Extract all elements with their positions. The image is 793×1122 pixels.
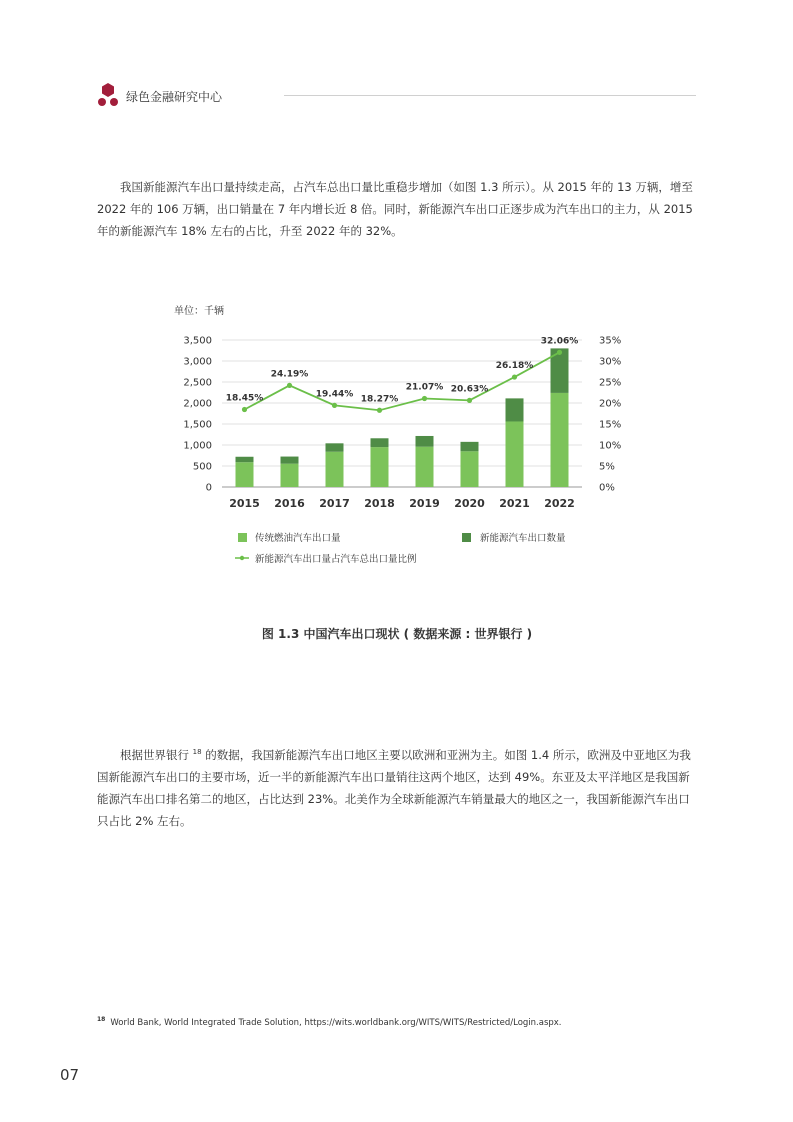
- right-tick-label: 10%: [599, 440, 622, 452]
- bar-traditional: [461, 451, 479, 487]
- bar-traditional: [506, 421, 524, 487]
- legend-label-traditional: 传统燃油汽车出口量: [255, 533, 341, 544]
- left-tick-label: 3,000: [183, 356, 212, 368]
- ratio-data-label: 24.19%: [270, 369, 309, 380]
- left-tick-label: 2,000: [183, 398, 212, 410]
- ratio-data-label: 32.06%: [540, 336, 579, 347]
- left-tick-label: 1,000: [183, 440, 212, 452]
- logo-icon: [97, 83, 119, 107]
- right-tick-label: 20%: [599, 398, 622, 410]
- export-chart: [160, 295, 630, 575]
- figure-caption: 图 1.3 中国汽车出口现状 ( 数据来源 : 世界银行 ): [261, 627, 533, 641]
- legend-label-ratio: 新能源汽车出口量占汽车总出口量比例: [255, 554, 417, 565]
- x-tick-label: 2021: [499, 497, 530, 510]
- intro-paragraph-text: 我国新能源汽车出口量持续走高，占汽车总出口量比重稳步增加（如图 1.3 所示）。从 2015 年的 13 万辆，增至 2022 年的 106 万辆，出口销量在 7 年内增长近 8 倍。同时，新能源汽车出口正逐步成为汽车出口的主力，从 2015 年的新能源汽车 18% 左右的占比，升至 2022 年的 32%。: [97, 180, 693, 238]
- x-tick-label: 2020: [454, 497, 485, 510]
- chart-unit-label: 单位：千辆: [174, 306, 224, 317]
- ratio-data-label: 19.44%: [315, 389, 354, 400]
- right-tick-label: 15%: [599, 419, 622, 431]
- region-paragraph-start: 根据世界银行: [120, 747, 189, 762]
- footnote-text: World Bank, World Integrated Trade Solution, https://wits.worldbank.org/WITS/WITS/Restricted/Login.aspx.: [110, 1017, 562, 1028]
- ratio-point: [467, 398, 472, 403]
- bar-traditional: [236, 462, 254, 487]
- left-tick-label: 0: [205, 482, 212, 494]
- bar-nev: [461, 442, 479, 451]
- ratio-data-label: 18.27%: [360, 394, 399, 405]
- right-axis: [599, 336, 621, 494]
- ratio-data-label: 21.07%: [405, 382, 444, 393]
- bar-traditional: [551, 393, 569, 487]
- bar-nev: [416, 436, 434, 447]
- left-tick-label: 1,500: [183, 419, 212, 431]
- legend-swatch-nev: [462, 533, 471, 542]
- left-tick-label: 500: [192, 461, 212, 473]
- legend-line-marker: [240, 556, 244, 560]
- right-tick-label: 35%: [599, 335, 622, 347]
- x-tick-label: 2018: [364, 497, 395, 510]
- right-tick-label: 25%: [599, 377, 622, 389]
- ratio-point: [422, 396, 427, 401]
- page-number: 07: [60, 1066, 80, 1084]
- ratio-point: [512, 374, 517, 379]
- ratio-data-label: 20.63%: [450, 384, 489, 395]
- right-tick-label: 5%: [599, 461, 615, 473]
- bar-traditional: [371, 447, 389, 487]
- x-tick-label: 2016: [274, 497, 305, 510]
- ratio-data-label: 26.18%: [495, 361, 534, 372]
- x-tick-label: 2015: [229, 497, 260, 510]
- header-divider: [284, 95, 696, 96]
- bar-nev: [281, 457, 299, 464]
- right-tick-label: 30%: [599, 356, 622, 368]
- chart-legend: [235, 532, 566, 565]
- footnote: [97, 1016, 562, 1028]
- bar-nev: [236, 457, 254, 462]
- ratio-line: [226, 336, 579, 413]
- footnote-ref[interactable]: 18: [192, 748, 202, 756]
- legend-swatch-traditional: [238, 533, 247, 542]
- footnote-number: 18: [97, 1016, 106, 1023]
- bar-traditional: [326, 452, 344, 487]
- ratio-point: [332, 403, 337, 408]
- ratio-point: [377, 408, 382, 413]
- left-tick-label: 2,500: [183, 377, 212, 389]
- bar-nev: [371, 438, 389, 447]
- region-paragraph-text: [97, 741, 697, 832]
- region-paragraph: [97, 741, 697, 832]
- ratio-point: [557, 350, 562, 355]
- x-tick-label: 2022: [544, 497, 575, 510]
- region-paragraph-rest: 的数据，我国新能源汽车出口地区主要以欧洲和亚洲为主。如图 1.4 所示，欧洲及中亚地区为我国新能源汽车出口的主要市场，近一半的新能源汽车出口量销往这两个地区，达到 49%。东亚及太平洋地区是我国新能源汽车出口排名第二的地区，占比达到 23%。北美作为全球新能源汽车销量最大的地区之一，我国新能源汽车出口只占比 2% 左右。: [97, 747, 691, 828]
- x-axis: [229, 497, 575, 510]
- x-tick-label: 2019: [409, 497, 440, 510]
- header-title: 绿色金融研究中心: [126, 90, 223, 104]
- right-tick-label: 0%: [599, 482, 615, 494]
- bar-traditional: [416, 447, 434, 487]
- intro-paragraph: [97, 176, 697, 242]
- bar-nev: [326, 443, 344, 451]
- left-axis: [183, 336, 212, 494]
- legend-label-nev: 新能源汽车出口数量: [480, 533, 566, 544]
- bar-nev: [506, 398, 524, 421]
- left-tick-label: 3,500: [183, 335, 212, 347]
- x-tick-label: 2017: [319, 497, 350, 510]
- bar-traditional: [281, 464, 299, 487]
- ratio-point: [287, 383, 292, 388]
- ratio-point: [242, 407, 247, 412]
- ratio-data-label: 18.45%: [225, 393, 264, 404]
